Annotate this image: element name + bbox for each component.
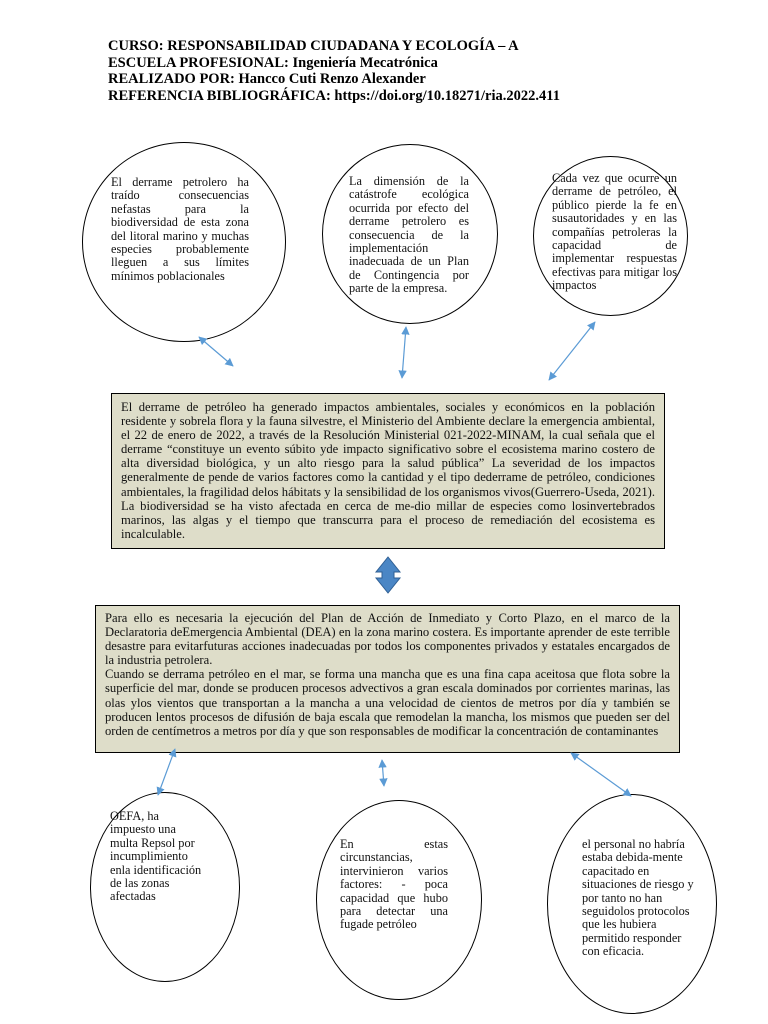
- top-ellipse-1-text: El derrame petrolero ha traído consecuencias nefastas para la biodiversidad de esta zona del litoral marino y muchas especies probablemente lleguen a sus límites mínimos poblacionales: [111, 175, 249, 283]
- arrow-top-2: [402, 327, 406, 378]
- double-block-arrow: [376, 557, 400, 593]
- action-plan-paragraph-1: Para ello es necesaria la ejecución del Plan de Acción de Inmediato y Corto Plazo, en el marco de la Declaratoria deEmergencia Ambiental (DEA) en la zona marino costera. Es importante aprender de este terrible desastre para evitarfuturas acciones inadecuadas por todos los componentes privados y estatales encargados de la industria petrolera.: [105, 611, 670, 668]
- bottom-ellipse-2-text: En estas circunstancias, intervinieron varios factores: - poca capacidad que hubo para detectar una fugade petróleo: [340, 837, 448, 932]
- top-ellipse-2-text: La dimensión de la catástrofe ecológica ocurrida por efecto del derrame petrolero es consecuencia de la implementación inadecuada de un Plan de Contingencia por parte de la empresa.: [349, 174, 469, 296]
- bottom-ellipse-1-text: OEFA, ha impuesto una multa Repsol por incumplimiento enla identificación de las zonas afectadas: [110, 809, 202, 904]
- school-name: ESCUELA PROFESIONAL: Ingeniería Mecatrónica: [108, 54, 438, 71]
- arrow-top-1: [199, 337, 233, 366]
- arrow-bottom-1: [158, 749, 175, 795]
- course-title: CURSO: RESPONSABILIDAD CIUDADANA Y ECOLOGÍA – A: [108, 38, 519, 54]
- top-ellipse-3-text: Cada vez que ocurre un derrame de petróleo, el público pierde la fe en susautoridades y en las compañías petroleras la capacidad de implementar respuestas efectivas para mitigar los impactos: [552, 171, 677, 293]
- oil-slick-paragraph-2: Cuando se derrama petróleo en el mar, se forma una mancha que es una fina capa aceitosa que flota sobre la superficie del mar, donde se producen procesos advectivos a gran escala dominados por corrientes marinas, las olas ylos vientos que transportan a la mancha a una velocidad de cientos de metros por día y también se producen lentos procesos de difusión de baja escala que remodelan la mancha, los mismos que pueden ser del orden de centímetros a metros por día y que son responsables de modificar la concentración de contaminantes: [105, 667, 670, 738]
- bibliographic-reference: REFERENCIA BIBLIOGRÁFICA: https://doi.org/10.18271/ria.2022.411: [108, 87, 560, 104]
- arrow-bottom-3: [571, 753, 631, 796]
- arrow-top-3: [549, 322, 595, 380]
- central-summary-text: El derrame de petróleo ha generado impactos ambientales, sociales y económicos en la población residente y sobrela flora y la fauna silvestre, el Ministerio del Ambiente declare la emergencia ambiental, el 22 de enero de 2022, a través de la Resolución Ministerial 021-2022-MINAM, la cual señala que el derrame “constituye un evento súbito yde impacto significativo sobre el ecosistema marino costero de alta diversidad biológica, y un alto riesgo para la salud pública” La severidad de los impactos generalmente de pende de varios factores como la cantidad y el tipo dederrame de petróleo, condiciones ambientales, la fragilidad delos hábitats y la sensibilidad de los organismos vivos(Guerrero-Useda, 2021). La biodiversidad se ha visto afectada en cerca de me-dio millar de especies como losinvertebrados marinos, las algas y el tiempo que transcurra para el proceso de remediación del ecosistema es incalculable.: [121, 400, 655, 541]
- arrow-bottom-2: [382, 760, 384, 786]
- author-name: REALIZADO POR: Hancco Cuti Renzo Alexander: [108, 71, 426, 87]
- bottom-ellipse-3-text: el personal no habría estaba debida-mente capacitado en situaciones de riesgo y por tanto no han seguidolos protocolos que les hubiera permitido responder con eficacia.: [582, 837, 694, 959]
